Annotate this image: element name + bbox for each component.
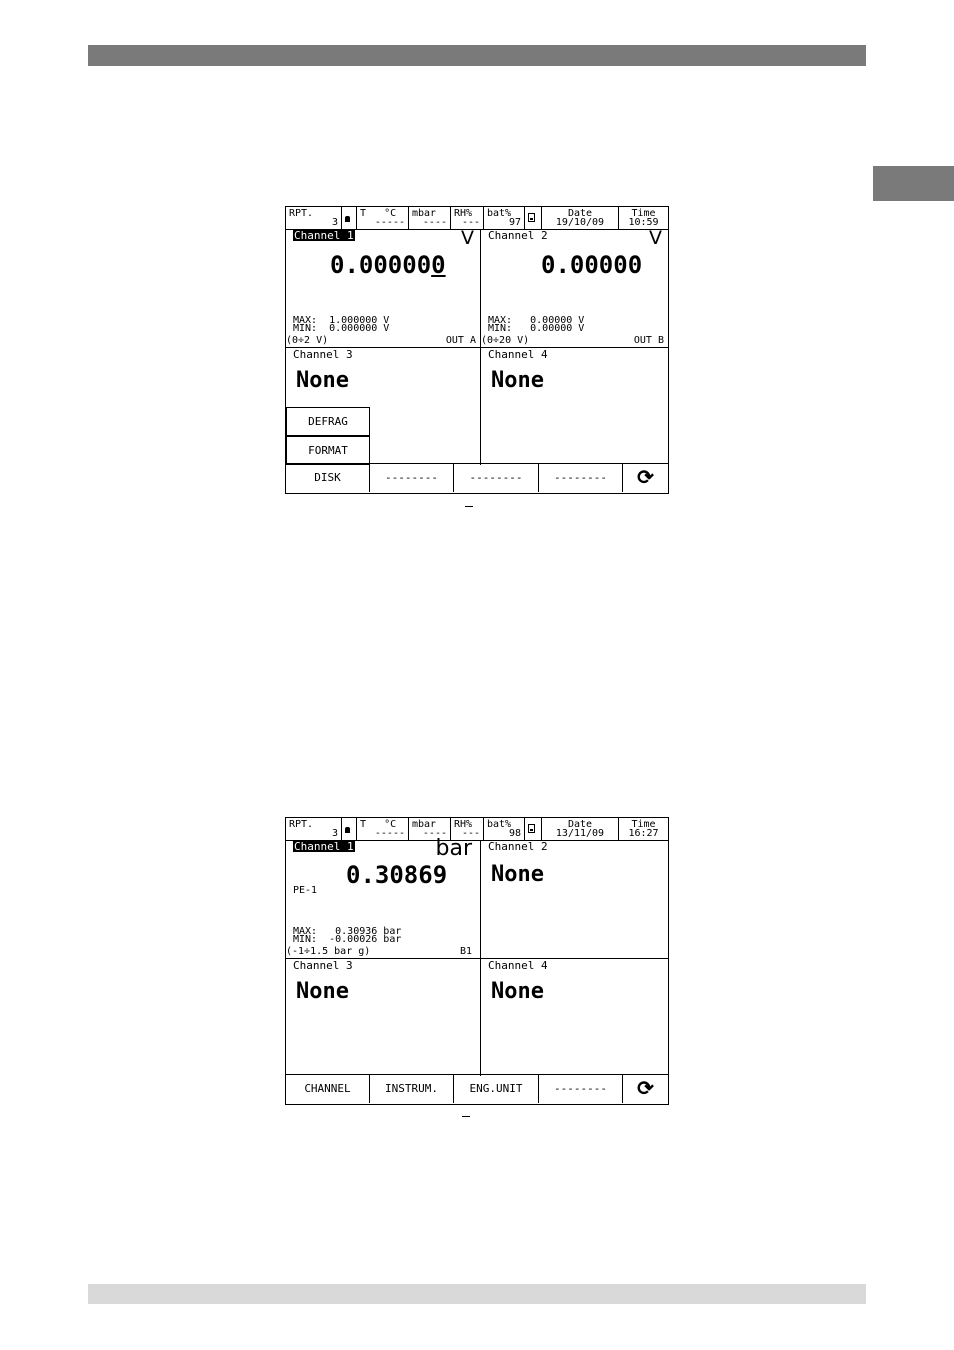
channel-2-unit: V: [649, 227, 662, 249]
channel-2-min: MIN: 0.00000 V: [488, 323, 585, 334]
humidity-label: RH%: [454, 208, 473, 219]
date-cell: [542, 818, 619, 840]
function-key-4[interactable]: --------: [539, 1075, 623, 1103]
temperature-cell: [357, 207, 409, 229]
channel-2-range: (0÷20 V): [481, 335, 530, 346]
battery-label: bat%: [487, 819, 512, 830]
channel-3-panel[interactable]: [286, 348, 481, 465]
caption-dash: [462, 1116, 470, 1117]
temperature-label: T °C: [360, 819, 397, 830]
channel-4-value: None: [491, 368, 544, 393]
time-value: 10:59: [628, 217, 659, 228]
channel-1-sensor: PE-1: [293, 885, 318, 896]
temperature-label: T °C: [360, 208, 397, 219]
channel-1-port: B1: [459, 946, 472, 957]
humidity-value: ---: [461, 828, 480, 839]
channel-2-label: Channel 2: [488, 840, 548, 853]
channel-1-min: MIN: -0.00026 bar: [293, 934, 402, 945]
channel-3-label: Channel 3: [293, 348, 353, 361]
channel-2-max: MAX: 0.00000 V: [488, 315, 585, 326]
temperature-value: -----: [374, 828, 405, 839]
mbar-label: mbar: [412, 208, 437, 219]
instrument-screen-1: [285, 206, 669, 494]
memory-card-cell: [525, 207, 542, 229]
channel-1-unit: bar: [435, 836, 472, 861]
engineering-unit-key[interactable]: ENG.UNIT: [454, 1075, 539, 1103]
rpt-cell: [286, 207, 342, 229]
channel-1-unit: V: [461, 227, 474, 249]
battery-value: 98: [508, 828, 521, 839]
lock-icon: [345, 827, 350, 833]
lock-cell: [342, 207, 357, 229]
channel-2-reading: 0.00000: [541, 251, 643, 279]
time-value: 16:27: [628, 828, 659, 839]
memory-card-cell: [525, 818, 542, 840]
channel-1-panel[interactable]: [286, 836, 481, 959]
rpt-label: RPT.: [289, 819, 314, 830]
temperature-value: -----: [374, 217, 405, 228]
channel-3-value: None: [296, 368, 349, 393]
channel-2-label: Channel 2: [488, 229, 548, 242]
memory-card-icon: [528, 213, 535, 222]
battery-cell: [484, 818, 525, 840]
time-cell: [619, 207, 668, 229]
humidity-label: RH%: [454, 819, 473, 830]
instrument-key[interactable]: INSTRUM.: [370, 1075, 454, 1103]
channel-1-max: MAX: 1.000000 V: [293, 315, 390, 326]
section-tab: [873, 166, 954, 201]
humidity-cell: [451, 207, 484, 229]
instrument-screen-2: [285, 817, 669, 1105]
disk-key[interactable]: DISK: [286, 464, 370, 492]
channel-1-reading: [330, 253, 446, 277]
date-label: Date: [567, 208, 593, 219]
battery-value: 97: [508, 217, 521, 228]
caption-dash: [465, 506, 473, 507]
channel-3-value: None: [296, 979, 349, 1004]
footer-bar: [88, 1284, 866, 1304]
date-label: Date: [567, 819, 593, 830]
mbar-cell: [409, 207, 451, 229]
rpt-value: 3: [331, 217, 338, 228]
mbar-label: mbar: [412, 819, 437, 830]
function-key-3[interactable]: --------: [454, 464, 539, 492]
channel-2-panel[interactable]: [481, 229, 668, 348]
humidity-value: ---: [461, 217, 480, 228]
rpt-cell: [286, 818, 342, 840]
mbar-value: ----: [422, 217, 447, 228]
channel-key[interactable]: CHANNEL: [286, 1075, 370, 1103]
cycle-icon[interactable]: ⟳: [637, 1076, 654, 1100]
channel-2-panel[interactable]: [481, 840, 668, 959]
channel-1-label: Channel 1: [294, 840, 354, 853]
function-key-4[interactable]: --------: [539, 464, 623, 492]
channel-4-label: Channel 4: [488, 348, 548, 361]
channel-1-cursor-digit: 0: [431, 251, 446, 279]
channel-4-panel[interactable]: [481, 959, 668, 1076]
rpt-label: RPT.: [289, 208, 314, 219]
rpt-value: 3: [331, 828, 338, 839]
channel-2-output: OUT B: [633, 335, 664, 346]
status-bar: [286, 207, 668, 230]
channel-1-reading: 0.30869: [346, 861, 448, 889]
channel-1-output: OUT A: [445, 335, 476, 346]
date-value: 13/11/09: [555, 828, 605, 839]
battery-cell: [484, 207, 525, 229]
channel-2-value: None: [491, 862, 544, 887]
channel-1-panel[interactable]: [286, 229, 481, 348]
time-cell: [619, 818, 668, 840]
channel-1-min: MIN: 0.000000 V: [293, 323, 390, 334]
channel-1-range: (-1÷1.5 bar g): [286, 946, 371, 957]
time-label: Time: [631, 819, 656, 830]
time-label: Time: [631, 208, 656, 219]
function-key-bar: [286, 463, 668, 493]
battery-label: bat%: [487, 208, 512, 219]
memory-card-icon: [528, 824, 535, 833]
cycle-icon[interactable]: ⟳: [637, 465, 654, 489]
channel-3-panel[interactable]: [286, 959, 481, 1076]
status-bar: [286, 818, 668, 841]
format-button[interactable]: FORMAT: [286, 436, 370, 465]
channel-1-range: (0÷2 V): [286, 335, 329, 346]
defrag-button[interactable]: DEFRAG: [286, 407, 370, 436]
lock-cell: [342, 818, 357, 840]
channel-4-label: Channel 4: [488, 959, 548, 972]
channel-1-label: Channel 1: [294, 229, 354, 242]
date-value: 19/10/09: [555, 217, 605, 228]
temperature-cell: [357, 818, 409, 840]
channel-3-label: Channel 3: [293, 959, 353, 972]
channel-1-reading-digits: 0.00000: [330, 251, 432, 279]
header-bar: [88, 45, 866, 66]
lock-icon: [345, 216, 350, 222]
function-key-2[interactable]: --------: [370, 464, 454, 492]
channel-4-panel[interactable]: [481, 348, 668, 465]
function-key-bar: [286, 1074, 668, 1104]
channel-1-max: MAX: 0.30936 bar: [293, 926, 402, 937]
mbar-value: ----: [422, 828, 447, 839]
channel-4-value: None: [491, 979, 544, 1004]
date-cell: [542, 207, 619, 229]
